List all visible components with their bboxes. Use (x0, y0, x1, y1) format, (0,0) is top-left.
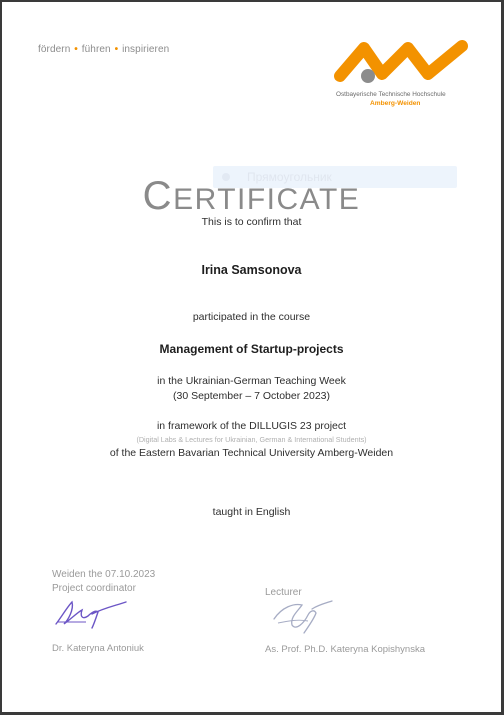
coordinator-name: Dr. Kateryna Antoniuk (52, 643, 144, 654)
slogan-word-3: inspirieren (122, 44, 170, 55)
title-rest: ERTIFICATE (173, 183, 361, 216)
logo-campus-name: Amberg-Weiden (370, 100, 421, 107)
university-text: of the Eastern Bavarian Technical University Amberg-Weiden (109, 447, 394, 459)
place-date: Weiden the 07.10.2023 (52, 569, 156, 580)
slogan-dot-2: • (111, 44, 122, 55)
lecturer-signature-icon (268, 597, 336, 637)
language-text: taught in English (212, 506, 291, 518)
lecturer-role: Lecturer (265, 587, 302, 598)
logo-university-name: Ostbayerische Technische Hochschule (336, 91, 446, 98)
participated-text: participated in the course (192, 311, 311, 323)
university-logo (334, 38, 470, 114)
title-initial: C (142, 174, 174, 218)
coordinator-role: Project coordinator (52, 583, 136, 594)
slogan-word-2: führen (81, 44, 111, 55)
coordinator-signature-icon (52, 596, 130, 630)
overlay-label: Прямоугольник (247, 170, 332, 184)
certificate-page (2, 2, 501, 712)
event-dates: (30 September – 7 October 2023) (172, 390, 330, 402)
slogan (38, 44, 169, 55)
slogan-word-1: fördern (38, 44, 71, 55)
project-full-name: (Digital Labs & Lectures for Ukrainian, German & International Students) (136, 435, 367, 444)
lecturer-name: As. Prof. Ph.D. Kateryna Kopishynska (265, 644, 425, 655)
coordinator-block (52, 568, 156, 654)
certificate-title (2, 174, 501, 219)
oth-logo-mark-icon (334, 38, 470, 88)
framework-text: in framework of the DILLUGIS 23 project (156, 420, 347, 432)
confirm-text: This is to confirm that (201, 216, 302, 228)
course-name: Management of Startup-projects (159, 342, 344, 356)
recipient-name: Irina Samsonova (201, 263, 302, 277)
slogan-dot-1: • (71, 44, 81, 55)
event-text: in the Ukrainian-German Teaching Week (157, 375, 346, 387)
